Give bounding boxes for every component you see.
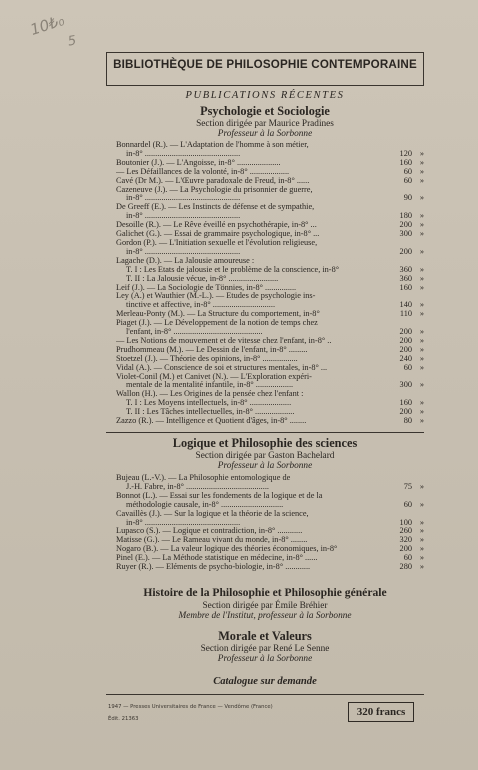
book-entry-text: in-8° .............................................. [126,212,241,221]
book-entry [116,239,424,248]
book-entry-price-suffix: » [419,327,424,337]
book-entry-text: — Les Défaillances de la volonté, in-8° ................... [116,167,290,176]
book-entry-price: 90 [403,193,412,203]
book-entry-price-suffix: » [419,148,424,158]
book-entry-price: 110 [399,309,412,319]
book-entry-text: T. I : Les États de jalousie et le problème de la conscience, in-8° [126,265,340,274]
book-entry-text: Piaget (J.). — Le Développement de la notion de temps chez [116,319,318,328]
book-entry [116,492,424,501]
book-entry-price: 60 [403,362,412,372]
book-entry-price: 300 [399,229,412,239]
book-entry [116,203,424,212]
book-list-psychologie [116,141,424,426]
book-entry-text: Nogaro (B.). — La valeur logique des théories économiques, in-8° [116,545,338,554]
book-entry-price-suffix: » [419,562,424,572]
book-entry-text: Ruyer (R.). — Éléments de psycho-biologie, in-8° ............ [116,563,311,572]
book-entry-price: 320 [399,535,412,545]
book-entry [116,519,424,528]
book-entry-price-suffix: » [419,416,424,426]
book-entry [116,275,424,284]
book-entry-price-suffix: » [419,353,424,363]
book-entry [116,417,424,426]
book-entry-price-suffix: » [419,220,424,230]
book-entry [116,337,424,346]
pencil-note-2: 5 [66,33,78,50]
book-entry-price: 180 [399,211,412,221]
book-entry [116,483,424,492]
book-entry [116,563,424,572]
book-entry-price-suffix: » [419,309,424,319]
price-box: 320 francs [348,702,414,722]
book-entry-text: Bujeau (L.-V.). — La Philosophie entomologique de [116,474,291,482]
section-director-title: Professeur à la Sorbonne [217,129,313,139]
book-entry-text: in-8° .............................................. [126,194,241,203]
book-entry-price: 200 [399,335,412,345]
book-entry-text: Pinel (E.). — La Méthode statistique en médecine, in-8° ...... [116,554,318,563]
book-entry-price-suffix: » [419,246,424,256]
book-entry-text: méthodologie causale, in-8° .............................. [126,500,284,509]
section-director-title: Membre de l'Institut, professeur à la Sorbonne [178,611,352,621]
section-director-title: Professeur à la Sorbonne [217,654,313,664]
book-entry [116,230,424,239]
book-entry [116,186,424,195]
book-entry-price: 60 [403,175,412,185]
book-entry-price-suffix: » [419,544,424,554]
book-entry-price-suffix: » [419,553,424,563]
section-title-morale: Morale et Valeurs [218,629,312,643]
section-director: Section dirigée par Maurice Pradines [196,119,334,129]
book-entry-price: 140 [399,300,412,310]
book-entry-price-suffix: » [419,517,424,527]
book-entry [116,373,424,382]
book-entry [116,545,424,554]
book-entry-price: 200 [399,407,412,417]
book-entry [116,257,424,266]
book-entry-text: T. II : La Jalousie vécue, in-8° ........................ [126,274,279,283]
book-entry [116,474,424,483]
book-entry-price: 160 [399,282,412,292]
book-entry [116,527,424,536]
book-entry-text: in-8° .............................................. [126,518,241,527]
book-entry [116,536,424,545]
book-entry-text: — Les Notions de mouvement et de vitesse chez l'enfant, in-8° .. [116,336,332,345]
book-entry-price-suffix: » [419,380,424,390]
book-entry-price: 260 [399,526,412,536]
book-entry-text: T. I : Les Moyens intellectuels, in-8° .................... [126,399,292,408]
pencil-note: 10₺₀ [28,11,67,39]
book-entry-text: Cavé (Dr M.). — L'Œuvre paradoxale de Freud, in-8° ...... [116,176,310,185]
book-entry [116,248,424,257]
book-entry [116,408,424,417]
book-entry-text: Bonnardel (R.). — L'Adaptation de l'homme à son métier, [116,141,309,149]
book-entry-price: 60 [403,499,412,509]
book-entry-text: mentale de la mentalité infantile, in-8° .................. [126,381,294,390]
book-entry-price: 240 [399,353,412,363]
book-entry-price: 300 [399,380,412,390]
section-director: Section dirigée par Émile Bréhier [202,601,328,611]
series-title: BIBLIOTHÈQUE DE PHILOSOPHIE CONTEMPORAINE [113,58,417,71]
book-entry-price: 280 [399,562,412,572]
book-entry [116,364,424,373]
book-entry-price-suffix: » [419,481,424,491]
book-entry-price-suffix: » [419,273,424,283]
book-entry-price-suffix: » [419,264,424,274]
book-entry-text: Ley (A.) et Wauthier (M.-L.). — Études de psychologie ins- [116,292,316,301]
book-entry-price-suffix: » [419,282,424,292]
book-entry-text: Boutonier (J.). — L'Angoisse, in-8° ..................... [116,158,281,167]
book-entry-text: Wallon (H.). — Les Origines de la pensée chez l'enfant : [116,390,304,399]
book-entry-price: 360 [399,264,412,274]
book-entry [116,177,424,186]
book-entry-price: 120 [399,148,412,158]
book-entry-text: Prudhommeau (M.). — Le Dessin de l'enfant, in-8° ......... [116,345,308,354]
book-entry [116,319,424,328]
section-director: Section dirigée par Gaston Bachelard [195,451,335,461]
book-entry-price: 200 [399,344,412,354]
book-entry-price: 80 [403,416,412,426]
book-entry-price: 200 [399,220,412,230]
printer-line: 1947 — Presses Universitaires de France — Vendôme (France) [108,704,273,710]
book-entry [116,150,424,159]
book-list-logique [116,474,424,572]
book-entry-text: De Greeff (E.). — Les Instincts de défense et de sympathie, [116,203,315,212]
book-entry [116,159,424,168]
book-entry [116,310,424,319]
book-entry-price-suffix: » [419,499,424,509]
book-entry-text: Bonnot (L.). — Essai sur les fondements de la logique et de la [116,491,323,500]
publications-heading: PUBLICATIONS RÉCENTES [185,90,345,101]
book-entry-price-suffix: » [419,211,424,221]
book-entry [116,284,424,293]
book-entry [116,554,424,563]
book-entry-price-suffix: » [419,193,424,203]
book-entry [116,141,424,150]
divider [106,432,424,433]
section-director: Section dirigée par René Le Senne [200,644,330,654]
catalogue-note: Catalogue sur demande [213,676,317,687]
section-director-title: Professeur à la Sorbonne [217,461,313,471]
book-entry-price-suffix: » [419,229,424,239]
book-entry [116,221,424,230]
book-entry-price-suffix: » [419,398,424,408]
book-entry-price-suffix: » [419,344,424,354]
book-entry-price: 160 [399,157,412,167]
book-entry-text: Cazeneuve (J.). — La Psychologie du prisonnier de guerre, [116,185,313,194]
book-entry [116,381,424,390]
book-entry-price: 160 [399,398,412,408]
book-entry-text: Matisse (G.). — Le Rameau vivant du monde, in-8° ........ [116,536,308,545]
book-entry-price-suffix: » [419,166,424,176]
book-entry [116,399,424,408]
book-entry [116,390,424,399]
book-entry [116,510,424,519]
book-entry [116,346,424,355]
book-entry-text: Leif (J.). — La Sociologie de Tönnies, in-8° ............... [116,283,297,292]
book-entry-price: 200 [399,246,412,256]
book-entry-text: in-8° .............................................. [126,247,241,256]
book-entry-text: tinctive et affective, in-8° .............................. [126,301,276,310]
book-entry [116,501,424,510]
book-entry-text: Cavaillès (J.). — Sur la logique et la théorie de la science, [116,509,309,518]
book-entry-text: Stoetzel (J.). — Théorie des opinions, in-8° ................. [116,354,298,363]
edition-number: Édit. 21363 [108,716,139,722]
book-entry-text: J.-H. Fabre, in-8° ........................................ [126,482,269,491]
book-entry [116,355,424,364]
book-entry-price-suffix: » [419,526,424,536]
book-entry-price-suffix: » [419,407,424,417]
book-entry-price-suffix: » [419,300,424,310]
book-entry-text: Lupasco (S.). — Logique et contradiction, in-8° ............ [116,527,303,536]
book-entry-text: Lagache (D.). — La Jalousie amoureuse : [116,256,255,265]
footer-rule [106,694,424,695]
book-entry-price: 360 [399,273,412,283]
book-entry-price: 60 [403,166,412,176]
book-entry-price: 200 [399,544,412,554]
book-entry-text: T. II : Les Tâches intellectuelles, in-8° ................... [126,408,295,417]
book-entry-price: 60 [403,553,412,563]
book-entry-price: 75 [403,481,412,491]
book-entry-text: Vidal (A.). — Conscience de soi et structures mentales, in-8° ... [116,363,328,372]
section-title-logique: Logique et Philosophie des sciences [172,436,358,450]
book-entry-text: l'enfant, in-8° ........................................... [126,328,263,337]
book-entry-text: in-8° .............................................. [126,149,241,158]
book-entry-price: 200 [399,327,412,337]
book-entry [116,292,424,301]
book-entry-text: Zazzo (R.). — Intelligence et Quotient d'âges, in-8° ........ [116,417,307,426]
section-title-histoire: Histoire de la Philosophie et Philosophie générale [143,586,387,599]
book-entry [116,328,424,337]
book-entry-price-suffix: » [419,335,424,345]
book-entry [116,266,424,275]
book-entry [116,168,424,177]
book-entry-text: Merleau-Ponty (M.). — La Structure du comportement, in-8° [116,310,320,319]
book-entry-text: Gordon (P.). — L'Initiation sexuelle et l'évolution religieuse, [116,238,318,247]
book-entry-price-suffix: » [419,175,424,185]
book-entry-text: Violet-Conil (M.) et Canivet (N.). — L'Exploration expéri- [116,372,312,381]
book-entry-price-suffix: » [419,362,424,372]
book-entry [116,212,424,221]
book-entry-price-suffix: » [419,157,424,167]
section-title-psychologie: Psychologie et Sociologie [200,104,330,118]
book-entry-text: Desoille (R.). — Le Rêve éveillé en psychothérapie, in-8° ... [116,221,317,230]
book-entry [116,301,424,310]
book-entry-price-suffix: » [419,535,424,545]
book-entry [116,194,424,203]
book-entry-text: Galichet (G.). — Essai de grammaire psychologique, in-8° ... [116,230,320,239]
book-entry-price: 100 [399,517,412,527]
